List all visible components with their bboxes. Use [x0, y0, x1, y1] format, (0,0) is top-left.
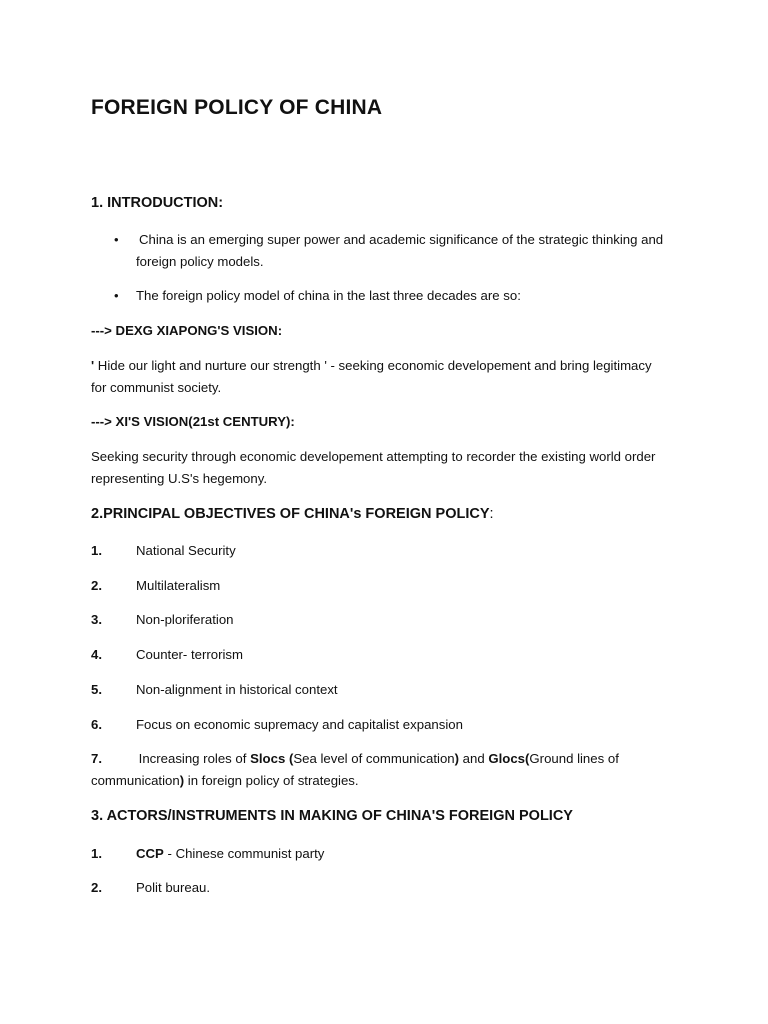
ccp-term: CCP — [136, 846, 164, 861]
objective-item-7: 7. Increasing roles of Slocs (Sea level of communication) and Glocs(Ground lines of communication) in foreign policy of strategies. — [91, 748, 661, 792]
slocs-term: Slocs — [250, 751, 286, 766]
actors-heading: 3. ACTORS/INSTRUMENTS IN MAKING OF CHINA'S FOREIGN POLICY — [91, 808, 573, 824]
deng-text: Hide our light and nurture our strength ' - seeking economic developement and bring legitimacy for communist society. — [91, 358, 652, 395]
list-number: 3. — [91, 612, 102, 627]
xi-heading: ---> XI'S VISION(21st CENTURY): — [91, 414, 295, 429]
actor-item: CCP - Chinese communist party — [136, 846, 325, 861]
intro-bullet-2: The foreign policy model of china in the last three decades are so: — [136, 288, 521, 303]
objective-item: Non-ploriferation — [136, 612, 234, 627]
list-number: 6. — [91, 717, 102, 732]
list-number: 4. — [91, 647, 102, 662]
list-number: 2. — [91, 578, 102, 593]
glocs-term: Glocs — [488, 751, 526, 766]
objective-item: Counter- terrorism — [136, 647, 243, 662]
bullet-symbol: • — [114, 288, 119, 303]
intro-heading: 1. INTRODUCTION: — [91, 195, 224, 211]
list-number: 5. — [91, 682, 102, 697]
list-number: 1. — [91, 846, 102, 861]
objective-item: Multilateralism — [136, 578, 221, 593]
bullet-symbol: • — [114, 232, 119, 247]
deng-paragraph — [91, 355, 661, 399]
objective-item: Non-alignment in historical context — [136, 682, 338, 697]
objective-item: Focus on economic supremacy and capitalist expansion — [136, 717, 463, 732]
list-number: 2. — [91, 880, 102, 895]
list-number: 1. — [91, 543, 102, 558]
objective-item: National Security — [136, 543, 236, 558]
quote-mark: ' — [91, 358, 95, 373]
xi-paragraph: Seeking security through economic developement attempting to recorder the existing world order representing U.S's hegemony. — [91, 449, 656, 486]
actor-item: Polit bureau. — [136, 880, 211, 895]
intro-bullet-1: China is an emerging super power and academic significance of the strategic thinking and foreign policy models. — [136, 232, 664, 269]
list-number: 7. — [91, 751, 102, 766]
deng-heading: ---> DEXG XIAPONG'S VISION: — [91, 323, 283, 338]
objectives-heading: 2.PRINCIPAL OBJECTIVES OF CHINA's FOREIGN POLICY: — [91, 506, 494, 522]
page-title: FOREIGN POLICY OF CHINA — [91, 96, 383, 119]
